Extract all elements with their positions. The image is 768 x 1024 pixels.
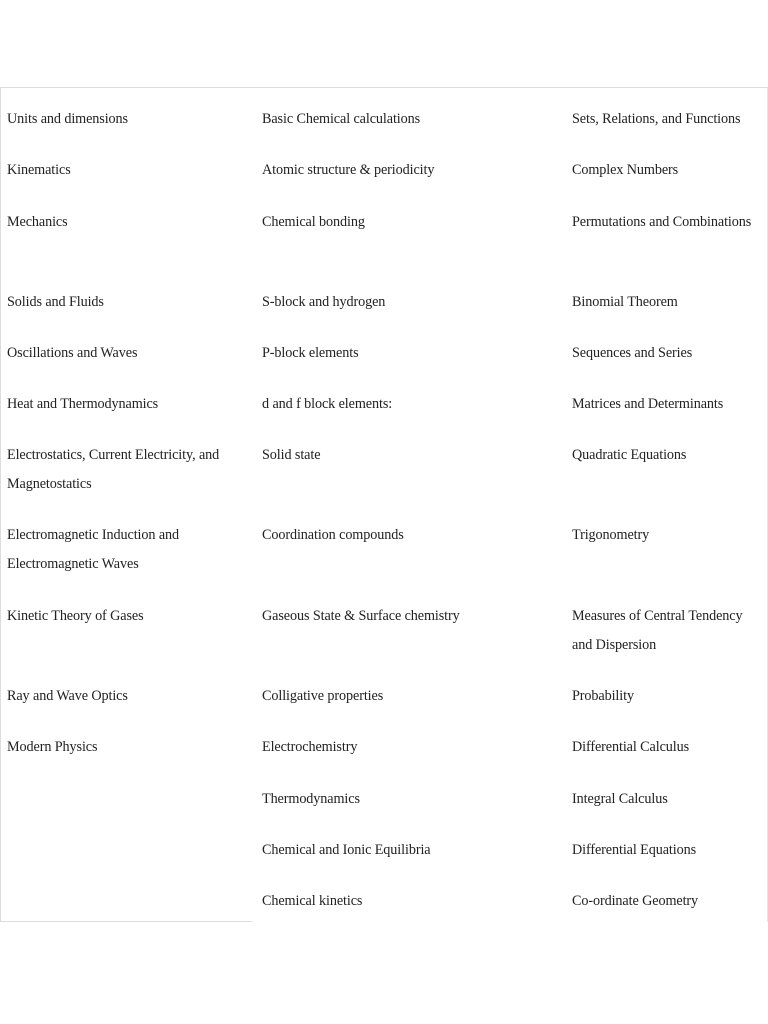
table-cell: Heat and Thermodynamics <box>7 396 159 412</box>
table-cell: Gaseous State & Surface chemistry <box>262 608 460 624</box>
table-cell: Binomial Theorem <box>572 294 678 310</box>
table-cell: Sequences and Series <box>572 345 693 361</box>
table-cell: P-block elements <box>262 345 359 361</box>
table-cell: Differential Equations <box>572 842 697 858</box>
table-cell: Sets, Relations, and Functions <box>572 111 741 127</box>
table-cell: Solids and Fluids <box>7 294 104 310</box>
table-cell: Measures of Central Tendency and Dispersion <box>572 608 743 653</box>
table-cell: Solid state <box>262 447 321 463</box>
table-cell: Chemical and Ionic Equilibria <box>262 842 431 858</box>
table-cell: Electrostatics, Current Electricity, and Magnetostatics <box>7 447 220 492</box>
table-cell: Integral Calculus <box>572 791 668 807</box>
table-cell: Differential Calculus <box>572 739 690 755</box>
table-cell: Chemical kinetics <box>262 893 363 909</box>
table-cell: Chemical bonding <box>262 214 365 230</box>
table-cell: Colligative properties <box>262 688 384 704</box>
table-cell: Electrochemistry <box>262 739 358 755</box>
syllabus-table <box>0 87 768 922</box>
table-cell: Kinematics <box>7 162 71 178</box>
table-cell: Modern Physics <box>7 739 98 755</box>
table-cell: Ray and Wave Optics <box>7 688 128 704</box>
table-cell: Units and dimensions <box>7 111 128 127</box>
table-cell: Permutations and Combinations <box>572 214 752 230</box>
table-cell: Mechanics <box>7 214 68 230</box>
table-cell: Thermodynamics <box>262 791 360 807</box>
table-cell: Kinetic Theory of Gases <box>7 608 144 624</box>
table-cell: Quadratic Equations <box>572 447 687 463</box>
table-cell: Basic Chemical calculations <box>262 111 421 127</box>
table-cell: Electromagnetic Induction and Electromagnetic Waves <box>7 527 180 572</box>
table-cell: d and f block elements: <box>262 396 393 412</box>
table-cell: Complex Numbers <box>572 162 679 178</box>
table-cell: S-block and hydrogen <box>262 294 386 310</box>
table-cell: Co-ordinate Geometry <box>572 893 699 909</box>
table-cell: Probability <box>572 688 634 704</box>
table-cell: Coordination compounds <box>262 527 404 543</box>
table-cell: Trigonometry <box>572 527 650 543</box>
table-cell: Matrices and Determinants <box>572 396 724 412</box>
table-cell: Oscillations and Waves <box>7 345 138 361</box>
table-cell: Atomic structure & periodicity <box>262 162 435 178</box>
